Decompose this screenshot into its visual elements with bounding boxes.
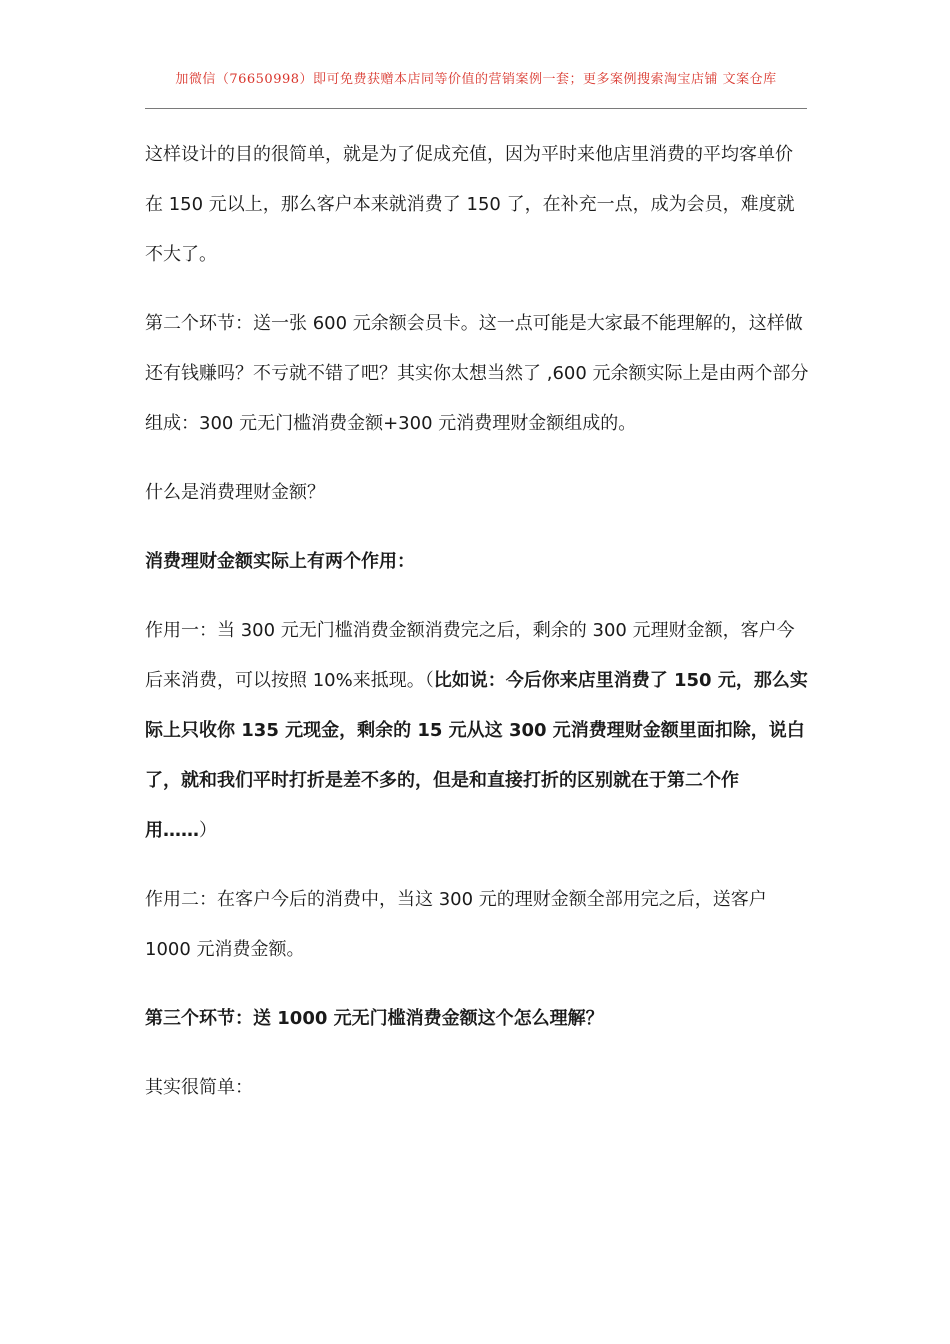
function-one-example: 比如说：今后你来店里消费了 150 元，那么实际上只收你 135 元现金，剩余的 15 元从这 300 元消费理财金额里面扣除，说白了，就和我们平时打折是差不多的，但是和直接打折的区别就在于第二个作用…… [145,670,808,841]
paragraph-function-one [145,606,810,856]
paragraph-third-step: 第三个环节：送 1000 元无门槛消费金额这个怎么理解？ [145,1008,604,1029]
paragraph-function-two: 作用二：在客户今后的消费中，当这 300 元的理财金额全部用完之后，送客户 1000 元消费金额。 [145,889,767,960]
paragraph-two-functions-heading: 消费理财金额实际上有两个作用： [145,551,415,572]
page-header: 加微信（76650998）即可免费获赠本店同等价值的营销案例一套；更多案例搜索淘宝店铺 文案仓库 [175,72,777,87]
function-one-close: ） [199,820,217,841]
document-body [145,130,810,1132]
paragraph-simple: 其实很简单： [145,1077,253,1098]
paragraph-second-step: 第二个环节：送一张 600 元余额会员卡。这一点可能是大家最不能理解的，这样做还有钱赚吗？不亏就不错了吧？其实你太想当然了 ,600 元余额实际上是由两个部分组成：300 元无门槛消费金额+300 元消费理财金额组成的。 [145,313,809,434]
paragraph-intro: 这样设计的目的很简单，就是为了促成充值，因为平时来他店里消费的平均客单价在 150 元以上，那么客户本来就消费了 150 了，在补充一点，成为会员，难度就不大了。 [145,144,795,265]
paragraph-question: 什么是消费理财金额？ [145,482,325,503]
function-one-text: 作用一：当 300 元无门槛消费金额消费完之后，剩余的 300 元理财金额，客户今后来消费，可以按照 10%来抵现。（ [145,620,795,691]
header-divider [145,108,807,109]
